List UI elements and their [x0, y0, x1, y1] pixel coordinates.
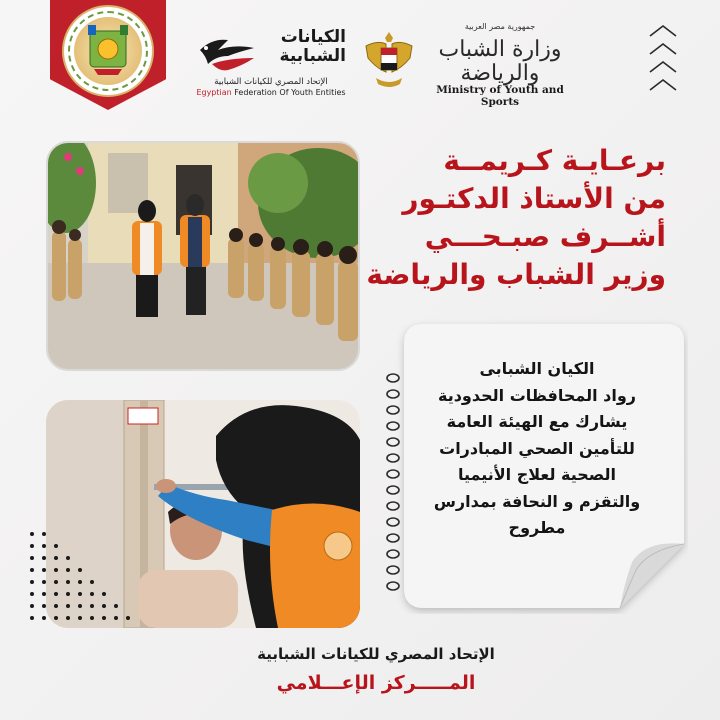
- federation-title: الكيانات الشبابية: [279, 27, 346, 66]
- headline-line-4: وزير الشباب والرياضة: [366, 258, 666, 291]
- courtyard-photo: [46, 141, 360, 371]
- note-line-4: للتأمين الصحي المبادرات: [439, 438, 635, 458]
- ministry-name-ar: وزارة الشباب والرياضة: [438, 37, 562, 86]
- federation-logo: [196, 28, 346, 98]
- chevrons-up-icon: [648, 24, 678, 104]
- headline-line-1: برعـايـة كـريمــة: [443, 144, 666, 177]
- red-badge: [50, 0, 166, 110]
- note-line-1: الكيان الشبابى: [479, 359, 595, 378]
- ministry-logo: [362, 22, 582, 108]
- note-line-3: يشارك مع الهيئة العامة: [446, 412, 628, 431]
- note-text: [398, 356, 676, 542]
- eagle-emblem-icon: [362, 28, 416, 94]
- federation-subtitle-ar: الإتحاد المصري للكيانات الشبابية: [214, 77, 328, 87]
- footer-federation: الإتحاد المصري للكيانات الشبابية: [257, 645, 495, 663]
- ministry-country-text: جمهورية مصر العربية: [464, 22, 536, 31]
- emblem-icon: [62, 5, 154, 97]
- federation-subtitle-en: Egyptian Federation Of Youth Entities: [196, 88, 346, 97]
- headline-line-2: من الأستاذ الدكتـور: [402, 182, 666, 215]
- note-line-6: والتقزم و النحافة بمدارس: [433, 491, 641, 511]
- note-line-5: الصحية لعلاج الأنيميا: [457, 465, 617, 484]
- eagle-wing-icon: [198, 34, 256, 78]
- note-line-2: رواد المحافظات الحدودية: [437, 385, 637, 405]
- ministry-name-en: Ministry of Youth and Sports: [436, 84, 564, 108]
- headline: [366, 142, 666, 294]
- dot-grid-decoration: [10, 530, 150, 630]
- headline-line-3: أشــرف صبـحـــي: [424, 220, 666, 253]
- footer-media-center: المـــــركز الإعـــلامي: [276, 672, 476, 694]
- note-line-7: مطروح: [508, 518, 566, 537]
